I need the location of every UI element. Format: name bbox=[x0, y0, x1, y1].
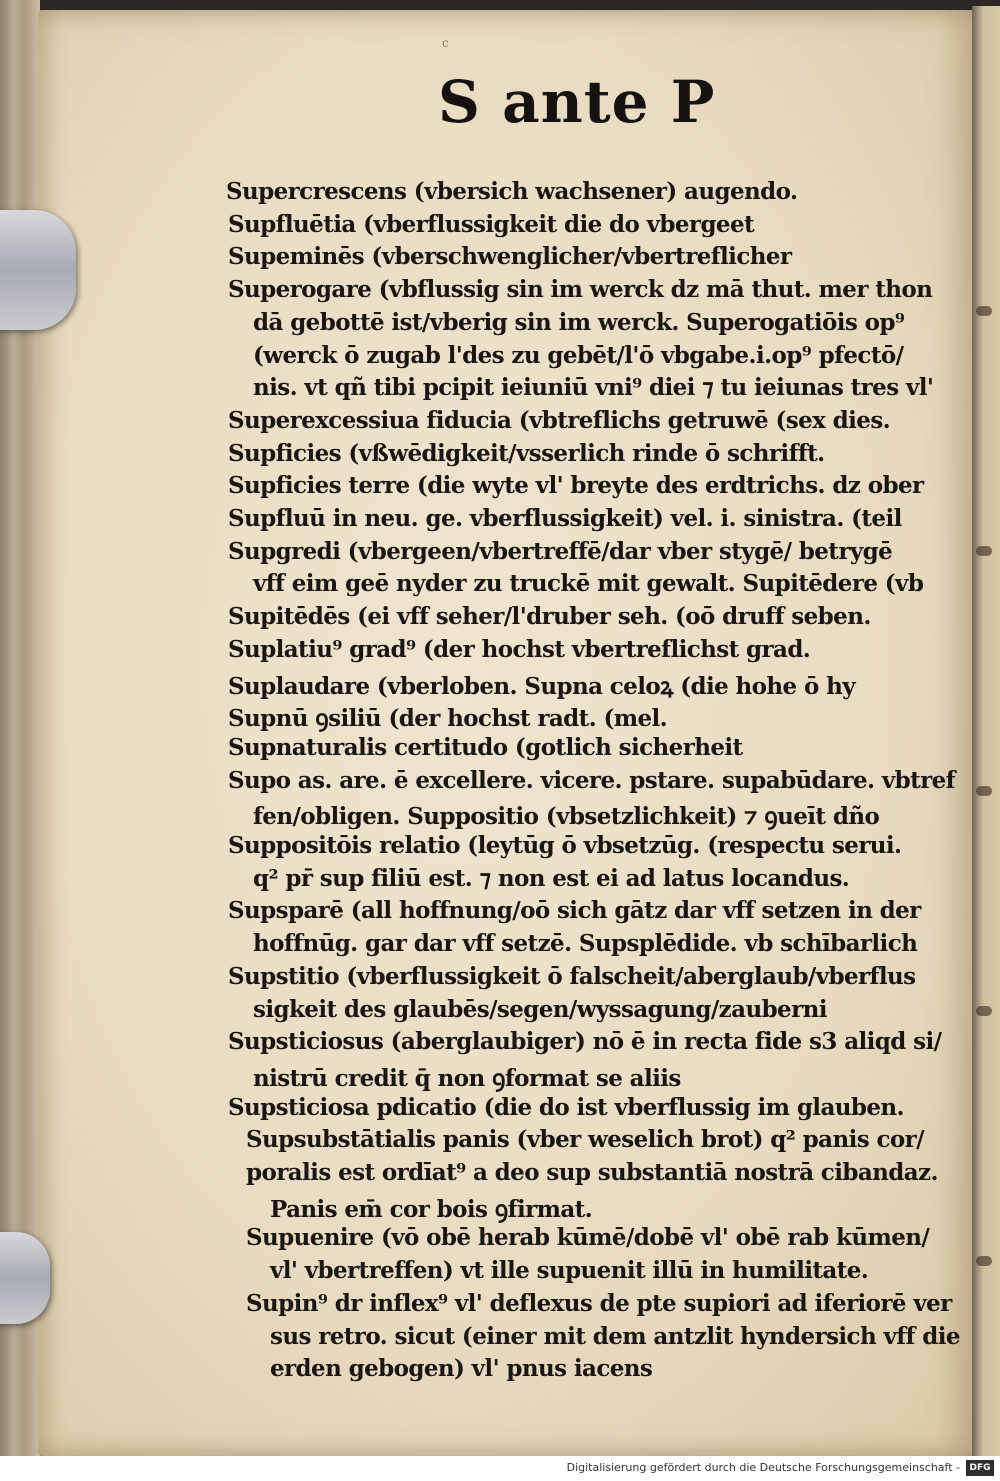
text-line: fen/obligen. Suppositio (vbsetzlichkeit) ⁊ ꝯueīt dño bbox=[253, 803, 880, 830]
text-line: Supgredi (vbergeen/vbertreffē/dar vber stygē/ betrygē bbox=[228, 538, 893, 565]
text-line: nistrū credit q̄ non ꝯformat se aliis bbox=[253, 1065, 681, 1092]
next-page-edge bbox=[972, 6, 1000, 1456]
text-line: vl' vbertreffen) vt ille supuenit illū in humilitate. bbox=[270, 1257, 869, 1284]
text-line: Supficies terre (die wyte vl' breyte des erdtrichs. dz ober bbox=[228, 472, 924, 499]
text-line: vff eim geē nyder zu truckē mit gewalt. Supitēdere (vb bbox=[253, 570, 924, 597]
dfg-logo: DFG bbox=[966, 1460, 994, 1476]
text-line: nis. vt qñ tibi pcipit ieiuniū vni⁹ diei ⁊ tu ieiunas tres vl' bbox=[253, 374, 934, 401]
text-line: hoffnūg. gar dar vff setzē. Supsplēdide. vb schībarlich bbox=[253, 930, 918, 957]
text-line: Suplatiu⁹ grad⁹ (der hochst vbertreflichst grad. bbox=[228, 636, 811, 663]
text-line: sigkeit des glaubēs/segen/wyssagung/zauberni bbox=[253, 996, 827, 1023]
text-line: Supo as. are. ē excellere. vicere. pstare. supabūdare. vbtref bbox=[228, 767, 955, 794]
text-line: Panis em̄ cor bois ꝯfirmat. bbox=[270, 1196, 593, 1223]
text-line: Superexcessiua fiducia (vbtreflichs getruwē (sex dies. bbox=[228, 407, 891, 434]
text-line: Superogare (vbflussig sin im werck dz mā thut. mer thon bbox=[228, 276, 933, 303]
text-line: (werck ō zugab l'des zu gebēt/l'ō vbgabe.i.op⁹ pfectō/ bbox=[253, 342, 904, 369]
page-mark: c bbox=[442, 36, 449, 50]
text-line: Supercrescens (vbersich wachsener) augendo. bbox=[226, 178, 798, 205]
text-line: poralis est ordīat⁹ a deo sup substantiā nostrā cibandaz. bbox=[246, 1159, 938, 1186]
text-line: Supnū ꝯsiliū (der hochst radt. (mel. bbox=[228, 705, 668, 732]
text-line: Supsubstātialis panis (vber weselich brot) q² panis cor/ bbox=[246, 1126, 924, 1153]
text-line: Supsticiosus (aberglaubiger) nō ē in recta fide s3 aliqd si/ bbox=[228, 1028, 942, 1055]
book-page bbox=[38, 10, 976, 1456]
text-line: Suppositōis relatio (leytūg ō vbsetzūg. (respectu serui. bbox=[228, 832, 902, 859]
text-line: Supin⁹ dr inflex⁹ vl' deflexus de pte supiori ad iferiorē ver bbox=[246, 1290, 952, 1317]
page-clip-top bbox=[0, 210, 76, 330]
text-line: q² pr̄ sup filiū est. ⁊ non est ei ad latus locandus. bbox=[253, 865, 850, 892]
text-line: Supsticiosa pdicatio (die do ist vberflussig im glauben. bbox=[228, 1094, 904, 1121]
text-line: Supitēdēs (ei vff seher/l'druber seh. (oō druff seben. bbox=[228, 603, 871, 630]
text-line: Supficies (vßwēdigkeit/vsserlich rinde ō schrifft. bbox=[228, 440, 825, 467]
text-line: dā gebottē ist/vberig sin im werck. Superogatiōis op⁹ bbox=[253, 309, 905, 336]
text-line: Supfluū in neu. ge. vberflussigkeit) vel. i. sinistra. (teil bbox=[228, 505, 902, 532]
text-line: Supuenire (vō obē herab kūmē/dobē vl' obē rab kūmen/ bbox=[246, 1224, 930, 1251]
text-line: Suplaudare (vberloben. Supna celoꝝ (die hohe ō hy bbox=[228, 673, 855, 700]
text-line: sus retro. sicut (einer mit dem antzlit hyndersich vff die bbox=[270, 1323, 960, 1350]
page-clip-bottom bbox=[0, 1232, 50, 1324]
footer-credit: Digitalisierung gefördert durch die Deutsche Forschungsgemeinschaft - bbox=[566, 1461, 960, 1474]
text-line: Supsparē (all hoffnung/oō sich gātz dar vff setzen in der bbox=[228, 897, 921, 924]
text-line: Supstitio (vberflussigkeit ō falscheit/aberglaub/vberflus bbox=[228, 963, 916, 990]
text-line: Supfluētia (vberflussigkeit die do vbergeet bbox=[228, 211, 755, 238]
page-heading: S ante P bbox=[438, 68, 716, 136]
text-line: Supeminēs (vberschwenglicher/vbertreflicher bbox=[228, 243, 792, 270]
text-line: erden gebogen) vl' pnus iacens bbox=[270, 1355, 653, 1382]
footer-bar bbox=[0, 1456, 1000, 1481]
text-line: Supnaturalis certitudo (gotlich sicherheit bbox=[228, 734, 743, 761]
